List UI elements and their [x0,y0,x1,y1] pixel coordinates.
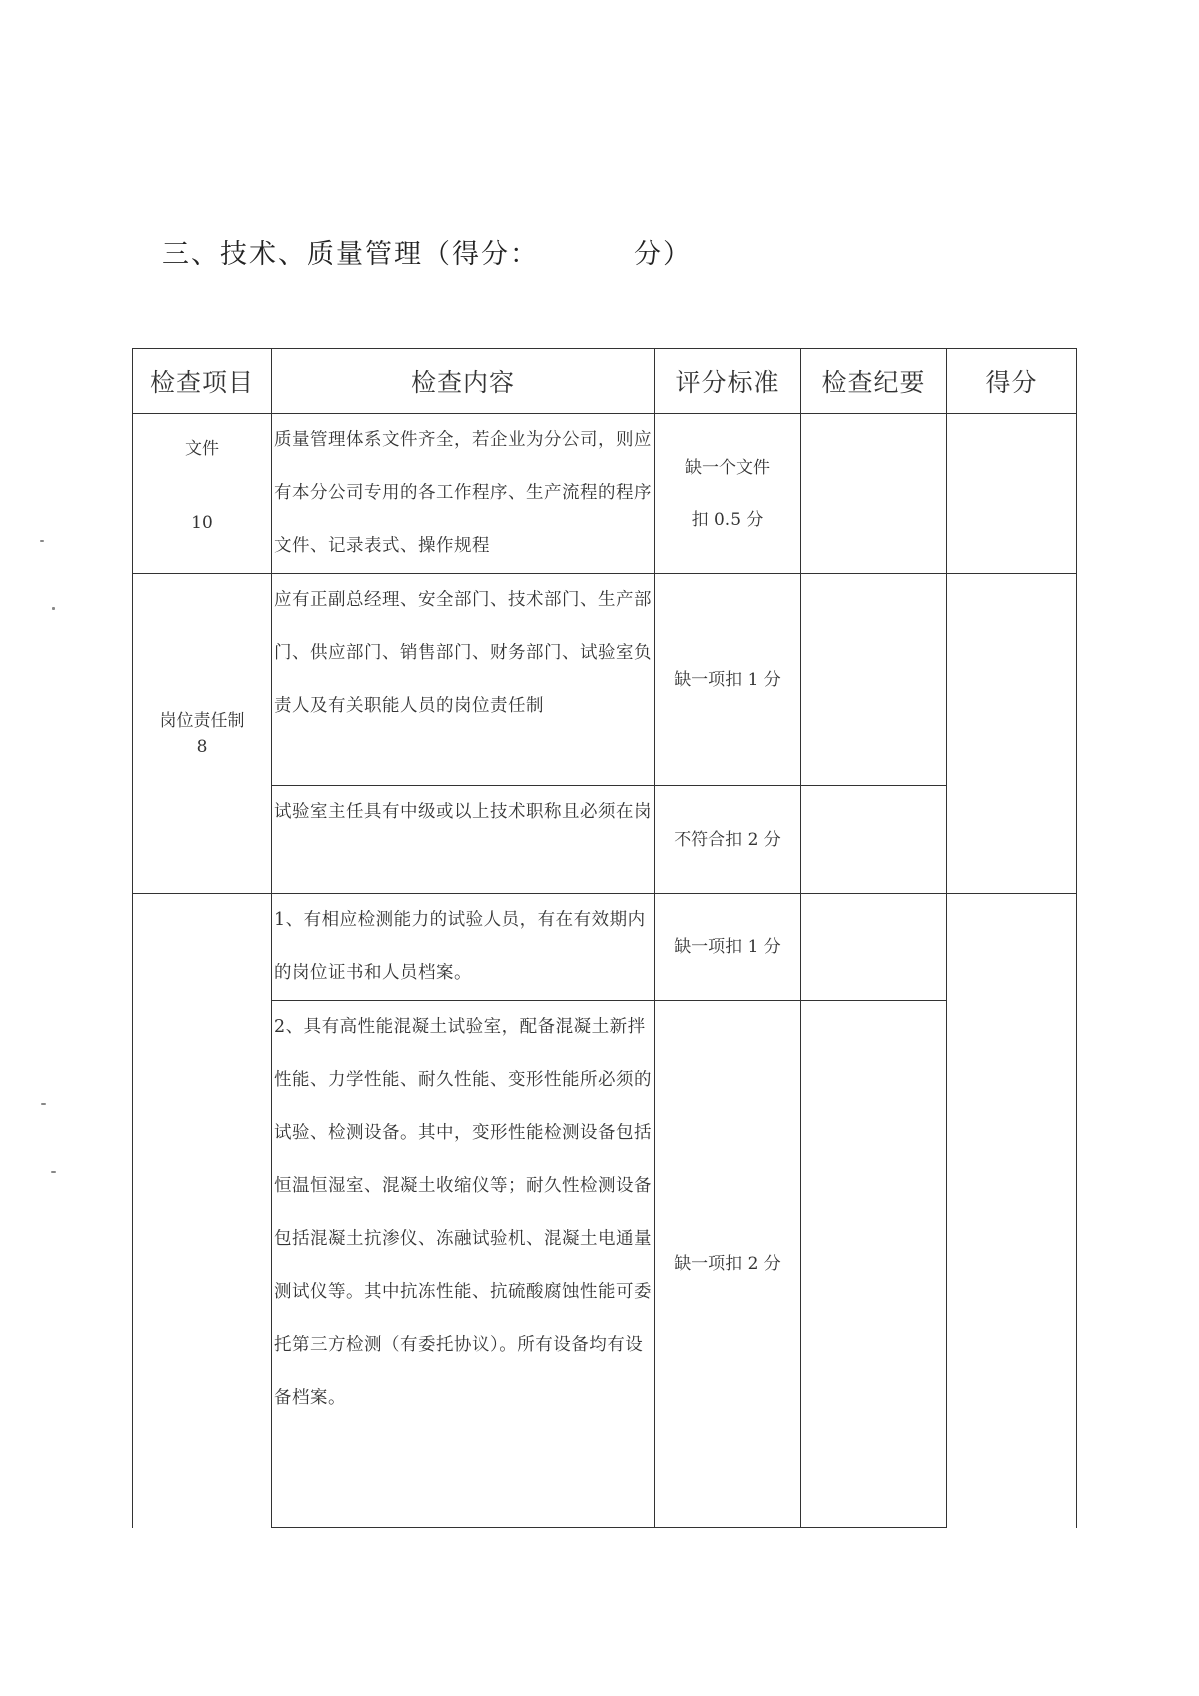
table-row [133,1001,1077,1528]
item-cell [133,414,272,574]
header-item: 检查项目 [133,349,272,414]
item-name: 文件 [185,439,219,459]
notes-cell[interactable] [801,894,947,1001]
content-cell [272,414,655,574]
notes-cell[interactable] [801,786,947,894]
scan-speck [52,607,55,610]
header-content: 检查内容 [272,349,655,414]
header-standard: 评分标准 [655,349,801,414]
scan-speck [41,1103,46,1105]
standard-line-2: 扣 0.5 分 [691,509,764,530]
item-points: 10 [191,513,213,533]
content-text: 应有正副总经理、安全部门、技术部门、生产部门、供应部门、销售部门、财务部门、试验室负责人及有关职能人员的岗位责任制 [274,590,652,716]
scan-speck [51,1171,56,1173]
standard-cell [655,414,801,574]
header-score: 得分 [947,349,1077,414]
table-row [133,574,1077,786]
notes-cell[interactable] [801,574,947,786]
header-notes: 检查纪要 [801,349,947,414]
content-text: 1、有相应检测能力的试验人员，有在有效期内的岗位证书和人员档案。 [274,910,646,983]
standard-line-1: 缺一个文件 [685,457,770,478]
content-text: 2、具有高性能混凝土试验室，配备混凝土新拌性能、力学性能、耐久性能、变形性能所必须的试验、检测设备。其中，变形性能检测设备包括恒温恒湿室、混凝土收缩仪等；耐久性检测设备包括混凝土抗渗仪、冻融试验机、混凝土电通量测试仪等。其中抗冻性能、抗硫酸腐蚀性能可委托第三方检测（有委托协议）。所有设备均有设备档案。 [274,1017,652,1408]
standard-cell: 缺一项扣 1 分 [655,574,801,786]
content-text: 试验室主任具有中级或以上技术职称且必须在岗 [274,802,652,822]
notes-cell[interactable] [801,1001,947,1528]
content-text: 质量管理体系文件齐全，若企业为分公司，则应有本分公司专用的各工作程序、生产流程的程序文件、记录表式、操作规程 [274,430,652,556]
content-cell [272,894,655,1001]
section-title: 三、技术、质量管理（得分： [162,239,539,270]
section-heading [162,232,692,271]
content-cell [272,574,655,786]
section-title-suffix: 分） [634,239,692,270]
standard-cell: 不符合扣 2 分 [655,786,801,894]
score-cell[interactable] [947,894,1077,1528]
inspection-table [132,348,1077,1528]
scan-speck [40,540,44,542]
table-row [133,786,1077,894]
item-name: 岗位责任制 [159,710,245,731]
item-cell [133,894,272,1528]
score-cell[interactable] [947,414,1077,574]
item-cell [133,574,272,894]
table-header-row [133,349,1077,414]
standard-cell: 缺一项扣 2 分 [655,1001,801,1528]
content-cell [272,1001,655,1528]
content-cell [272,786,655,894]
standard-cell: 缺一项扣 1 分 [655,894,801,1001]
notes-cell[interactable] [801,414,947,574]
score-cell[interactable] [947,574,1077,894]
table-row [133,894,1077,1001]
table-row [133,414,1077,574]
item-points: 8 [196,736,208,757]
